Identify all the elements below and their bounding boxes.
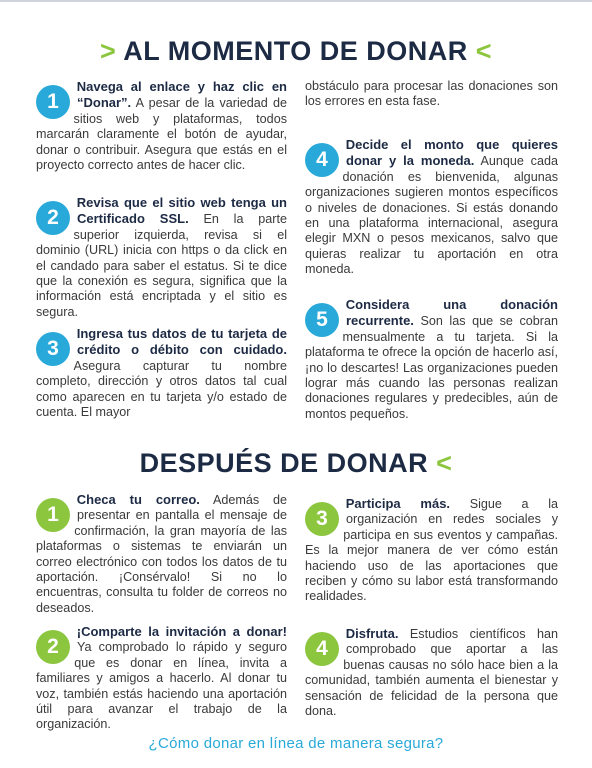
- section-heading-al-momento: [0, 36, 592, 67]
- after-step-2: [36, 624, 287, 733]
- step-title: Ingresa tus datos de tu tarjeta de crédito o débito con cuidado.: [76, 326, 287, 358]
- step-text: En la parte superior izquierda, revisa si el dominio (URL) inicia con https o da click en el candado para saber el estatus. Si te dice que la conexión es segura, significa que la información está encriptada y el sitio es segura.: [36, 212, 287, 319]
- step-number-badge: 3: [305, 502, 339, 536]
- section-title: AL MOMENTO DE DONAR: [123, 36, 468, 66]
- step-title: Revisa que el sitio web tenga un Certificado SSL.: [76, 195, 287, 227]
- step-text: Ya comprobado lo rápido y seguro que es donar en línea, invita a familiares y amigos a hacerlo. Al donar tu voz, también estás haciendo una aportación útil para avanzar el trabajo de la organización.: [36, 640, 287, 732]
- step-title: Disfruta.: [345, 626, 399, 641]
- step-title: Checa tu correo.: [76, 492, 200, 507]
- step-text: A pesar de la variedad de sitios web y plataformas, todos marcarán claramente el botón de ayudar, donar o contribuir. Asegura que estás en el proyecto correcto antes de hacer clic.: [36, 96, 287, 173]
- step-number-badge: 1: [36, 85, 70, 119]
- step-number-badge: 2: [36, 201, 70, 235]
- step-text: Estudios científicos han comprobado que aportar a las buenas causas no sólo hace bien a la comunidad, también aumenta el bienestar y sensación de felicidad de la persona que dona.: [305, 627, 558, 719]
- step-title: Considera una donación recurrente.: [345, 297, 558, 329]
- step-number-badge: 2: [36, 630, 70, 664]
- step-number-badge: 3: [36, 332, 70, 366]
- step-1: [36, 79, 287, 173]
- footer-tagline: ¿Cómo donar en línea de manera segura?: [148, 735, 444, 752]
- step-text: Sigue a la organización en redes sociales y participa en sus eventos y campañas. Es la mejor manera de ver cómo están haciendo uso de las aportaciones que reciben y cómo su labor está transformando realidades.: [305, 497, 559, 604]
- step-number-badge: 4: [305, 632, 339, 666]
- step-number-badge: 4: [305, 143, 339, 177]
- after-step-1: [36, 492, 287, 616]
- arrow-left: >: [99, 36, 117, 66]
- step-2: [36, 195, 287, 320]
- after-step-4: [305, 626, 558, 719]
- step-5: [305, 297, 558, 422]
- step-number-badge: 1: [36, 498, 70, 532]
- step-title: Navega al enlace y haz clic en “Donar”.: [76, 79, 287, 111]
- step-text: Asegura capturar tu nombre completo, dirección y otros datos tal cual como aparecen en tu tarjeta y/o estado de cuenta. El mayor: [36, 358, 287, 420]
- top-divider: [0, 0, 592, 2]
- step-text: obstáculo para procesar las donaciones son los errores en esta fase.: [305, 79, 558, 109]
- step-title: Participa más.: [345, 496, 451, 511]
- section-heading-despues: [0, 448, 592, 479]
- step-title: Decide el monto que quieres donar y la moneda.: [345, 137, 558, 169]
- arrow-right: <: [436, 448, 453, 478]
- step-text: Aunque cada donación es bienvenida, algunas organizaciones sugieren montos específicos o niveles de donaciones. Si estás donando en una plataforma internacional, asegura elegir MXN o pesos mexicanos, salvo que quieras realizar tu aportación en otra moneda.: [305, 154, 558, 277]
- step-4: [305, 137, 558, 278]
- step-3-continued: [305, 79, 558, 110]
- arrow-right: <: [475, 36, 493, 66]
- step-text: Son las que se cobran mensualmente a tu tarjeta. Si la plataforma te ofrece la opción de hacerlo así, ¡no lo descartes! Las organizaciones pueden lograr más cuando las personas realizan donaciones regulares y predecibles, aún de montos pequeños.: [305, 314, 558, 421]
- after-step-3: [305, 496, 558, 605]
- step-title: ¡Comparte la invitación a donar!: [76, 624, 287, 639]
- step-3: [36, 326, 287, 420]
- step-text: Además de presentar en pantalla el mensaje de confirmación, la gran mayoría de las plataformas o sistemas te enviarán un correo electrónico con todos los datos de tu aportación. ¡Consérvalo! Si no lo encuentras, consulta tu folder de correos no deseados.: [36, 493, 287, 615]
- section-title: DESPUÉS DE DONAR: [139, 448, 429, 478]
- step-number-badge: 5: [305, 303, 339, 337]
